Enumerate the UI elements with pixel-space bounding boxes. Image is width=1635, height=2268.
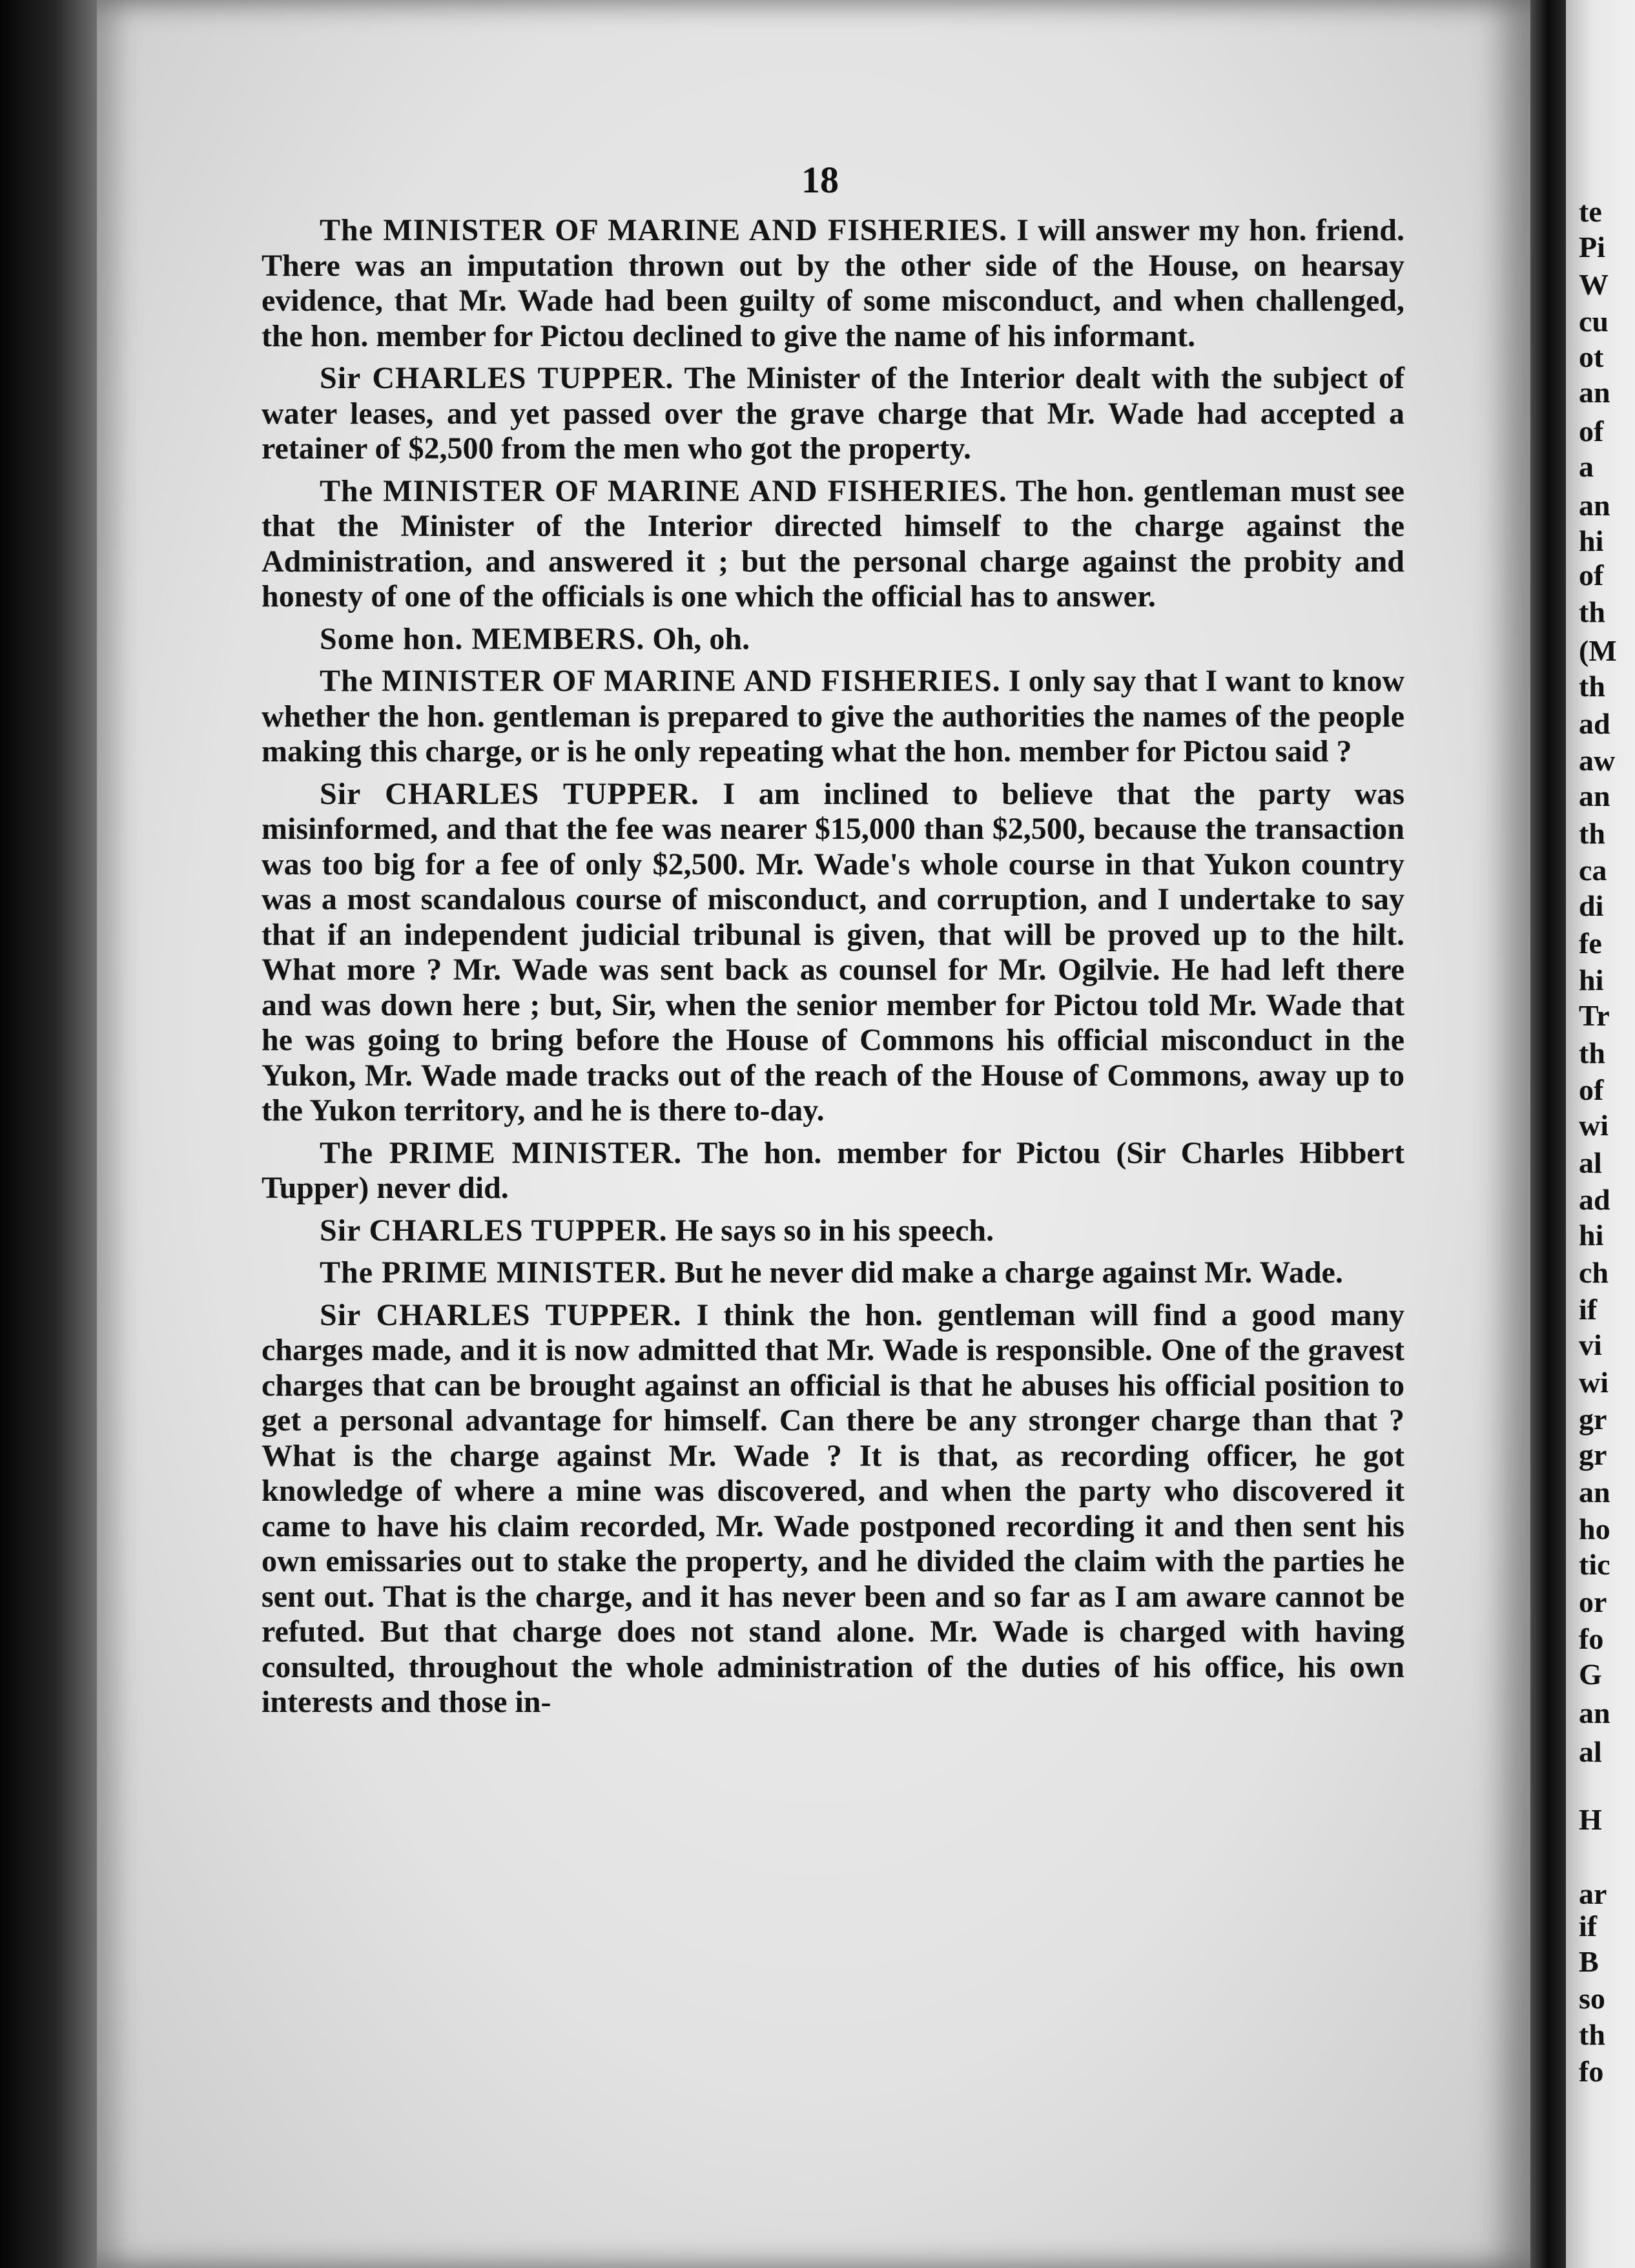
- speech-text: I only say that I want to know whether the hon. gentleman is prepared to give the authorities the names of the people making this charge, or is he only repeating what the hon. member for Pictou said ?: [262, 664, 1404, 768]
- book-gutter: [1530, 0, 1566, 2268]
- adjacent-page-text-fragment: gr: [1579, 1438, 1607, 1471]
- adjacent-page-text-fragment: hi: [1579, 1219, 1604, 1252]
- adjacent-page-text-fragment: di: [1579, 889, 1604, 922]
- adjacent-page-text-fragment: (M: [1579, 634, 1617, 667]
- adjacent-page-text-fragment: th: [1579, 2018, 1605, 2051]
- page-body-text: [262, 213, 1404, 1727]
- adjacent-page-text-fragment: fe: [1579, 927, 1602, 960]
- adjacent-page-text-fragment: an: [1579, 376, 1610, 409]
- speech-paragraph: [262, 622, 1404, 657]
- speaker-name: The MINISTER OF MARINE AND FISHERIES.: [320, 473, 1007, 508]
- adjacent-page-text-fragment: W: [1579, 268, 1609, 301]
- adjacent-page-text-fragment: an: [1579, 489, 1610, 522]
- adjacent-page-text-fragment: wi: [1579, 1366, 1609, 1399]
- adjacent-page-text-fragment: ca: [1579, 854, 1607, 887]
- page-number: 18: [801, 159, 839, 201]
- adjacent-page-text-fragment: gr: [1579, 1403, 1607, 1436]
- adjacent-page-text-fragment: ch: [1579, 1256, 1609, 1289]
- adjacent-page-text-fragment: ad: [1579, 1183, 1610, 1216]
- adjacent-page-text-fragment: Tr: [1579, 999, 1610, 1032]
- adjacent-page-text-fragment: B: [1579, 1945, 1599, 1978]
- adjacent-page-text-fragment: of: [1579, 559, 1604, 592]
- book-edge-shadow: [0, 0, 97, 2268]
- speech-paragraph: [262, 1298, 1404, 1720]
- speaker-name: Sir CHARLES TUPPER.: [320, 1297, 682, 1332]
- speaker-name: The MINISTER OF MARINE AND FISHERIES.: [320, 664, 1001, 698]
- adjacent-page-text-fragment: if: [1579, 1293, 1598, 1326]
- adjacent-page-text-fragment: if: [1579, 1910, 1598, 1943]
- speaker-name: Sir CHARLES TUPPER.: [320, 776, 699, 811]
- adjacent-page-text-fragment: hi: [1579, 524, 1604, 557]
- adjacent-page-text-fragment: an: [1579, 1696, 1610, 1729]
- speech-paragraph: [262, 1213, 1404, 1249]
- adjacent-page-text-fragment: ad: [1579, 707, 1610, 740]
- speech-paragraph: [262, 664, 1404, 770]
- adjacent-page-text-fragment: fo: [1579, 1622, 1604, 1655]
- adjacent-page-text-fragment: al: [1579, 1146, 1602, 1179]
- speech-text: The hon. gentleman must see that the Minister of the Interior directed himself to the charge against the Administration, and answered it ; but the personal charge against the probity and honesty of one of the officials is one which the official has to answer.: [262, 473, 1404, 613]
- adjacent-page-text-fragment: th: [1579, 595, 1605, 628]
- adjacent-page-text-fragment: a: [1579, 450, 1594, 483]
- adjacent-page-text-fragment: ot: [1579, 340, 1604, 373]
- adjacent-page-text-fragment: an: [1579, 779, 1610, 812]
- speech-text: I am inclined to believe that the party was misinformed, and that the fee was nearer $15,000 than $2,500, because the transaction was too big for a fee of only $2,500. Mr. Wade's whole course in that Yukon country was a most scandalous course of misconduct, and corruption, and I undertake to say that if an independent judicial tribunal is given, that will be proved up to the hilt. What more ? Mr. Wade was sent back as counsel for Mr. Ogilvie. He had left there and was down here ; but, Sir, when the senior member for Pictou told Mr. Wade that he was going to bring before the House of Commons his official misconduct in the Yukon, Mr. Wade made tracks out of the reach of the House of Commons, away up to the Yukon territory, and he is there to-day.: [262, 776, 1405, 1128]
- speaker-name: Sir CHARLES TUPPER.: [320, 361, 674, 395]
- speech-paragraph: [262, 1136, 1404, 1206]
- speech-paragraph: [262, 777, 1404, 1129]
- speech-text: Oh, oh.: [644, 621, 750, 656]
- adjacent-page-text-fragment: or: [1579, 1585, 1607, 1618]
- adjacent-page-text-fragment: tic: [1579, 1548, 1610, 1581]
- adjacent-page-text-fragment: so: [1579, 1982, 1605, 2015]
- speech-paragraph: [262, 361, 1404, 467]
- speech-paragraph: [262, 213, 1404, 354]
- speaker-name: Sir CHARLES TUPPER.: [320, 1213, 668, 1248]
- adjacent-page-text-fragment: of: [1579, 415, 1604, 448]
- adjacent-page-text-fragment: hi: [1579, 964, 1604, 996]
- adjacent-page-text-fragment: cu: [1579, 305, 1609, 338]
- speech-text: I think the hon. gentleman will find a good many charges made, and it is now admitted that Mr. Wade is responsible. One of the gravest charges that can be brought against an official is that he abuses his official position to get a personal advantage for himself. Can there be any stronger charge than that ? What is the charge against Mr. Wade ? It is that, as recording officer, he got knowledge of where a mine was discovered, and when the party who discovered it came to have his claim recorded, Mr. Wade postponed recording it and then sent his own emissaries out to stake the property, and he divided the claim with the parties he sent out. That is the charge, and it has never been and so far as I am aware cannot be refuted. But that charge does not stand alone. Mr. Wade is charged with having consulted, throughout the whole administration of the duties of his office, his own interests and those in-: [262, 1297, 1404, 1719]
- adjacent-page-text-fragment: fo: [1579, 2055, 1604, 2088]
- speaker-name: The MINISTER OF MARINE AND FISHERIES.: [320, 213, 1008, 247]
- speech-text: He says so in his speech.: [667, 1213, 994, 1248]
- speech-paragraph: [262, 474, 1404, 615]
- adjacent-page-text-fragment: an: [1579, 1476, 1610, 1509]
- speech-text: The hon. member for Pictou (Sir Charles Hibbert Tupper) never did.: [262, 1135, 1405, 1205]
- speech-text: But he never did make a charge against Mr. Wade.: [666, 1255, 1343, 1290]
- adjacent-page-text-fragment: th: [1579, 1036, 1605, 1069]
- adjacent-page-fragment: [1566, 0, 1635, 2268]
- adjacent-page-text-fragment: vi: [1579, 1328, 1602, 1361]
- adjacent-page-text-fragment: Pi: [1579, 231, 1605, 263]
- adjacent-page-text-fragment: al: [1579, 1735, 1602, 1768]
- speech-text: I will answer my hon. friend. There was an imputation thrown out by the other side of the House, on hearsay evidence, that Mr. Wade had been guilty of some misconduct, and when challenged, the hon. member for Pictou declined to give the name of his informant.: [262, 213, 1405, 353]
- adjacent-page-text-fragment: of: [1579, 1073, 1604, 1106]
- adjacent-page-text-fragment: te: [1579, 195, 1602, 228]
- adjacent-page-text-fragment: th: [1579, 670, 1605, 703]
- adjacent-page-text-fragment: ar: [1579, 1877, 1607, 1910]
- adjacent-page-text-fragment: ho: [1579, 1512, 1610, 1545]
- adjacent-page-text-fragment: H: [1579, 1803, 1602, 1836]
- adjacent-page-text-fragment: wi: [1579, 1109, 1609, 1142]
- adjacent-page-text-fragment: aw: [1579, 744, 1616, 777]
- speech-text: The Minister of the Interior dealt with the subject of water leases, and yet passed over the grave charge that Mr. Wade had accepted a retainer of $2,500 from the men who got the property.: [262, 361, 1404, 466]
- speaker-name: The PRIME MINISTER.: [320, 1135, 683, 1170]
- speaker-name: The PRIME MINISTER.: [320, 1255, 667, 1290]
- adjacent-page-text-fragment: th: [1579, 817, 1605, 850]
- speaker-name: Some hon. MEMBERS.: [320, 621, 645, 656]
- speech-paragraph: [262, 1255, 1404, 1291]
- adjacent-page-text-fragment: G: [1579, 1658, 1602, 1691]
